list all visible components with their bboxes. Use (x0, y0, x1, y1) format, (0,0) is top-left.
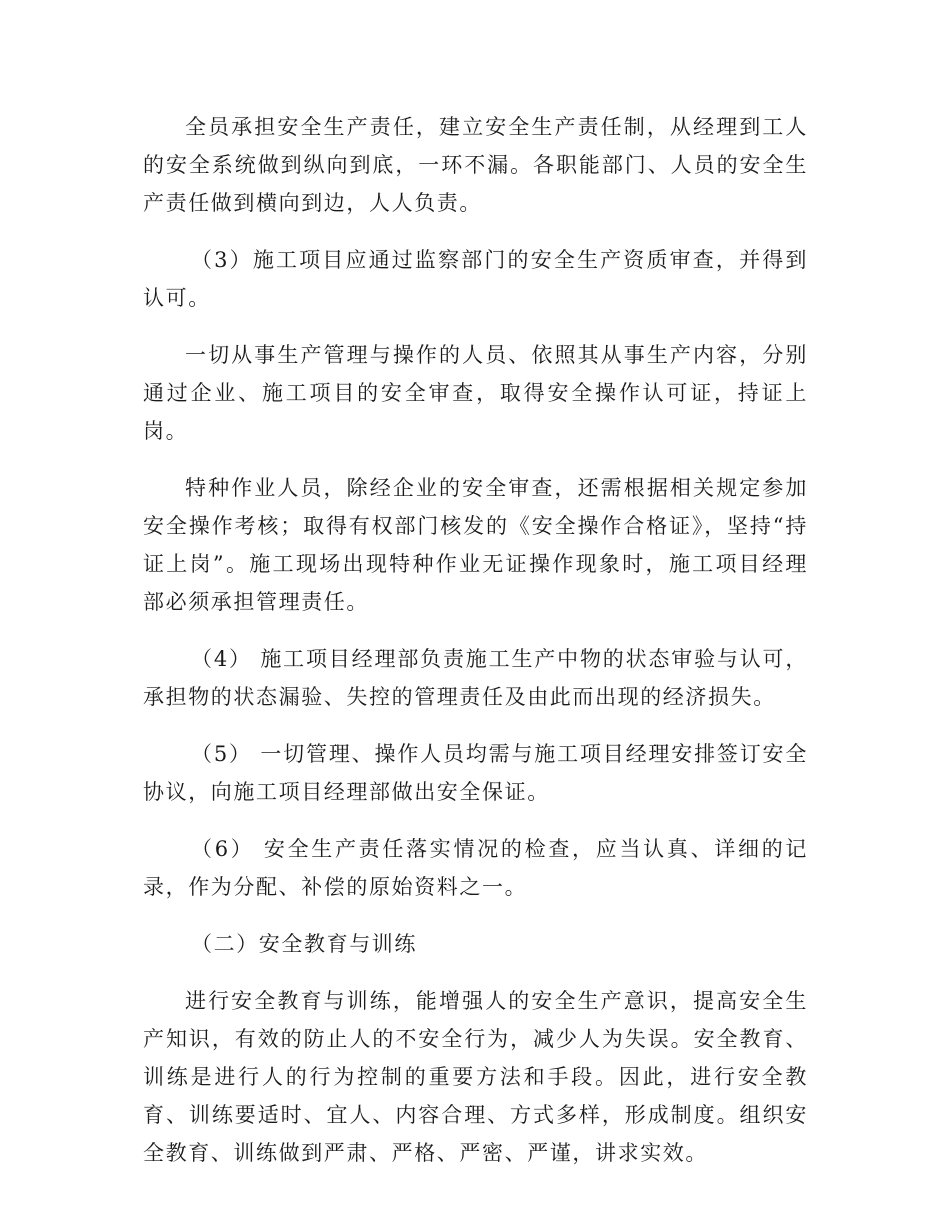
paragraph-responsibility-system: 全员承担安全生产责任，建立安全生产责任制，从经理到工人的安全系统做到纵向到底，一环不漏。各职能部门、人员的安全生产责任做到横向到边，人人负责。 (143, 115, 808, 215)
paragraph-item-4: （4） 施工项目经理部负责施工生产中物的状态审验与认可，承担物的状态漏验、失控的管理责任及由此而出现的经济损失。 (143, 647, 808, 709)
paragraph-item-3: （3）施工项目应通过监察部门的安全生产资质审查，并得到认可。 (143, 248, 808, 310)
paragraph-special-operations: 特种作业人员，除经企业的安全审查，还需根据相关规定参加安全操作考核；取得有权部门核发的《安全操作合格证》，坚持“持证上岗”。施工现场出现特种作业无证操作现象时，施工项目经理部必须承担管理责任。 (143, 476, 808, 614)
paragraph-operator-certification: 一切从事生产管理与操作的人员、依照其从事生产内容，分别通过企业、施工项目的安全审查，取得安全操作认可证，持证上岗。 (143, 343, 808, 443)
document-body (143, 108, 808, 1191)
paragraph-item-6: （6） 安全生产责任落实情况的检查，应当认真、详细的记录，作为分配、补偿的原始资料之一。 (143, 837, 808, 899)
section-heading-safety-education: （二）安全教育与训练 (191, 932, 417, 956)
paragraph-safety-education: 进行安全教育与训练，能增强人的安全生产意识，提高安全生产知识，有效的防止人的不安全行为，减少人为失误。安全教育、训练是进行人的行为控制的重要方法和手段。因此，进行安全教育、训练要适时、宜人、内容合理、方式多样，形成制度。组织安全教育、训练做到严肃、严格、严密、严谨，讲求实效。 (143, 989, 808, 1165)
paragraph-item-5: （5） 一切管理、操作人员均需与施工项目经理安排签订安全协议，向施工项目经理部做出安全保证。 (143, 742, 808, 804)
